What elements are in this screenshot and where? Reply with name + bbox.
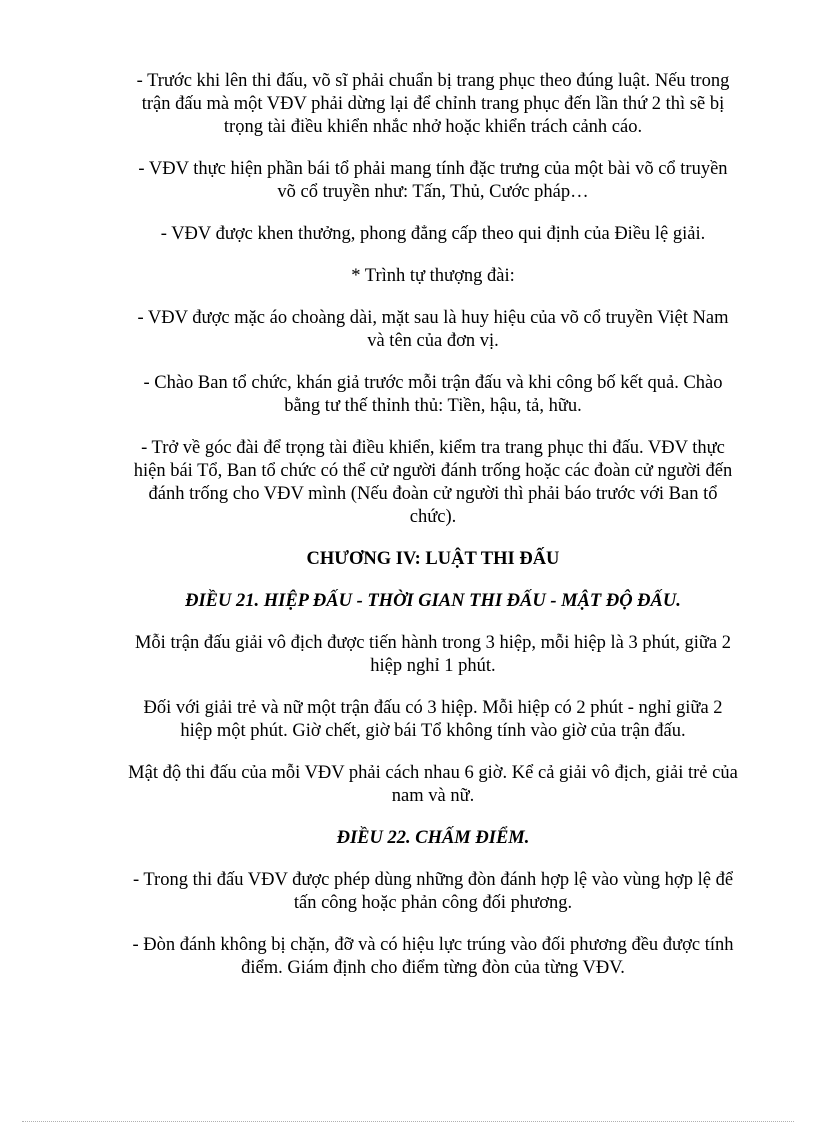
paragraph-salute-style: - VĐV thực hiện phần bái tổ phải mang tính đặc trưng của một bài võ cổ truyền võ cổ truyền như: Tấn, Thủ, Cước pháp… (138, 159, 728, 202)
article-22-title: ĐIỀU 22. CHẤM ĐIỂM. (336, 828, 530, 848)
paragraph-ring-procedure-heading: * Trình tự thượng đài: (351, 266, 515, 286)
paragraph-robe: - VĐV được mặc áo choàng dài, mặt sau là huy hiệu của võ cổ truyền Việt Nam và tên của đơn vị. (137, 308, 729, 351)
paragraph-rewards: - VĐV được khen thưởng, phong đẳng cấp theo qui định của Điều lệ giải. (160, 224, 706, 244)
article-21-paragraph: Mật độ thi đấu của mỗi VĐV phải cách nhau 6 giờ. Kể cả giải vô địch, giải trẻ của nam và nữ. (128, 763, 738, 806)
paragraph-greeting: - Chào Ban tổ chức, khán giả trước mỗi trận đấu và khi công bố kết quả. Chào bằng tư thế thỉnh thủ: Tiền, hậu, tả, hữu. (143, 373, 723, 416)
article-21-paragraph: Đối với giải trẻ và nữ một trận đấu có 3 hiệp. Mỗi hiệp có 2 phút - nghỉ giữa 2 hiệp một phút. Giờ chết, giờ bái Tổ không tính vào giờ của trận đấu. (143, 698, 723, 741)
chapter-title: CHƯƠNG IV: LUẬT THI ĐẤU (306, 549, 560, 569)
document-page (128, 70, 738, 999)
article-21-title: ĐIỀU 21. HIỆP ĐẤU - THỜI GIAN THI ĐẤU - MẬT ĐỘ ĐẤU. (185, 591, 681, 611)
paragraph-corner-return: - Trở về góc đài để trọng tài điều khiển, kiểm tra trang phục thi đấu. VĐV thực hiện bái Tổ, Ban tổ chức có thể cử người đánh trống hoặc các đoàn cử người đến đánh trống cho VĐV mình (Nếu đoàn cử người thì phải báo trước với Ban tổ chức). (133, 438, 733, 527)
article-22-paragraph: - Trong thi đấu VĐV được phép dùng những đòn đánh hợp lệ vào vùng hợp lệ để tấn công hoặc phản công đối phương. (132, 870, 734, 913)
page-bottom-rule (22, 1121, 794, 1122)
article-22-paragraph: - Đòn đánh không bị chặn, đỡ và có hiệu lực trúng vào đối phương đều được tính điểm. Giám định cho điểm từng đòn của từng VĐV. (132, 935, 734, 978)
article-21-paragraph: Mỗi trận đấu giải vô địch được tiến hành trong 3 hiệp, mỗi hiệp là 3 phút, giữa 2 hiệp nghỉ 1 phút. (134, 633, 732, 676)
paragraph-attire-rules: - Trước khi lên thi đấu, võ sĩ phải chuẩn bị trang phục theo đúng luật. Nếu trong trận đấu mà một VĐV phải dừng lại để chỉnh trang phục đến lần thứ 2 thì sẽ bị trọng tài điều khiển nhắc nhở hoặc khiển trách cảnh cáo. (136, 71, 730, 137)
